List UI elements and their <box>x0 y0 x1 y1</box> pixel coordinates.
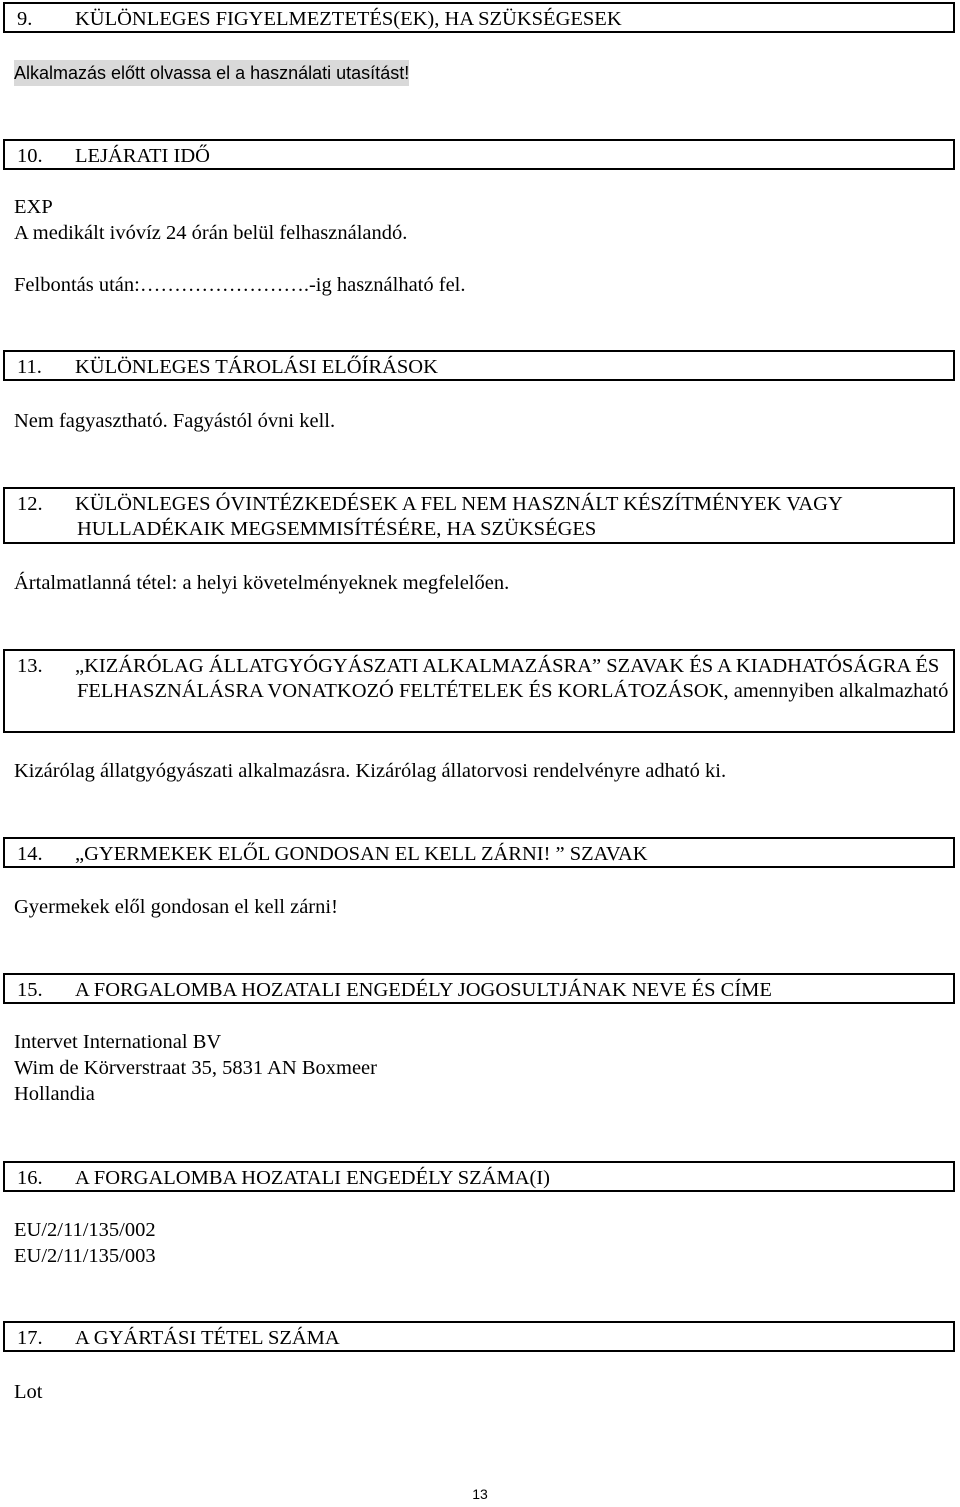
section-number: 9. <box>17 8 33 30</box>
section-title: A FORGALOMBA HOZATALI ENGEDÉLY SZÁMA(I) <box>75 1167 550 1189</box>
section-15-header <box>3 973 955 1004</box>
exp-label: EXP <box>14 196 53 218</box>
usage-warning-text: Alkalmazás előtt olvassa el a használati utasítást! <box>14 60 409 86</box>
section-number: 15. <box>17 979 43 1001</box>
section-number: 13. <box>17 655 43 677</box>
section-number: 17. <box>17 1327 43 1349</box>
section-title: A GYÁRTÁSI TÉTEL SZÁMA <box>75 1327 340 1349</box>
section-13-header <box>3 649 955 733</box>
section-title: KÜLÖNLEGES ÓVINTÉZKEDÉSEK A FEL NEM HASZNÁLT KÉSZÍTMÉNYEK VAGY HULLADÉKAIK MEGSEMMISÍTÉSÉRE, HA SZÜKSÉGES <box>75 493 843 540</box>
authorisation-number-2: EU/2/11/135/003 <box>14 1245 156 1267</box>
holder-country: Hollandia <box>14 1083 95 1105</box>
section-12-header <box>3 487 955 544</box>
section-title: KÜLÖNLEGES FIGYELMEZTETÉS(EK), HA SZÜKSÉGESEK <box>75 8 622 30</box>
expiry-text: A medikált ivóvíz 24 órán belül felhasználandó. <box>14 222 408 244</box>
section-title: „KIZÁRÓLAG ÁLLATGYÓGYÁSZATI ALKALMAZÁSRA” SZAVAK ÉS A KIADHATÓSÁGRA ÉS FELHASZNÁLÁSRA VONATKOZÓ FELTÉTELEK ÉS KORLÁTOZÁSOK, amennyiben alkalmazható <box>75 655 949 702</box>
section-9-header <box>3 2 955 33</box>
section-16-header <box>3 1161 955 1192</box>
section-11-header <box>3 350 955 381</box>
section-title: KÜLÖNLEGES TÁROLÁSI ELŐÍRÁSOK <box>75 356 438 378</box>
section-title: „GYERMEKEK ELŐL GONDOSAN EL KELL ZÁRNI! ” SZAVAK <box>75 843 648 865</box>
section-title: A FORGALOMBA HOZATALI ENGEDÉLY JOGOSULTJÁNAK NEVE ÉS CÍME <box>75 979 772 1001</box>
section-10-header <box>3 139 955 170</box>
after-opening-text: Felbontás után:…………………….-ig használható fel. <box>14 274 466 296</box>
authorisation-number-1: EU/2/11/135/002 <box>14 1219 156 1241</box>
section-number: 11. <box>17 356 42 378</box>
storage-text: Nem fagyasztható. Fagyástól óvni kell. <box>14 410 336 432</box>
children-warning-text: Gyermekek elől gondosan el kell zárni! <box>14 896 338 918</box>
page-number: 13 <box>472 1486 488 1502</box>
section-number: 12. <box>17 493 43 515</box>
section-number: 16. <box>17 1167 43 1189</box>
section-title: LEJÁRATI IDŐ <box>75 145 210 167</box>
lot-label: Lot <box>14 1381 43 1403</box>
disposal-text: Ártalmatlanná tétel: a helyi követelményeknek megfelelően. <box>14 572 510 594</box>
holder-name: Intervet International BV <box>14 1031 222 1053</box>
section-14-header <box>3 837 955 868</box>
section-number: 14. <box>17 843 43 865</box>
holder-address: Wim de Körverstraat 35, 5831 AN Boxmeer <box>14 1057 377 1079</box>
section-17-header <box>3 1321 955 1352</box>
veterinary-use-text: Kizárólag állatgyógyászati alkalmazásra. Kizárólag állatorvosi rendelvényre adható ki. <box>14 760 727 782</box>
section-number: 10. <box>17 145 43 167</box>
